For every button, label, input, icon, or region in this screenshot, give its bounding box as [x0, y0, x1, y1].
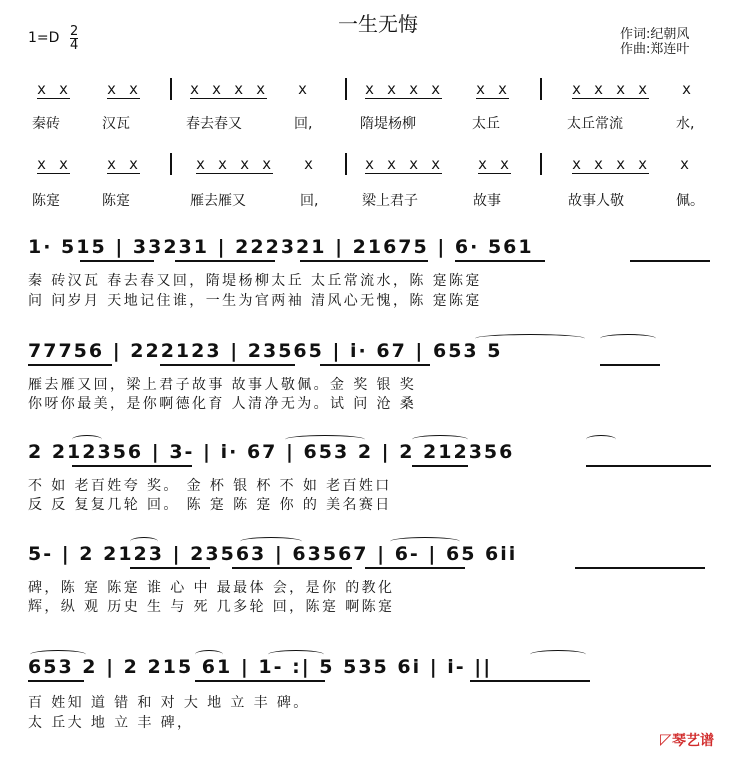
lyrics-verse-1: 百 姓知 道 错 和 对 大 地 立 丰 碑。: [28, 695, 310, 711]
lyric-cell: 太丘: [472, 116, 500, 132]
barline: [170, 153, 172, 175]
time-denominator: 4: [70, 38, 79, 53]
rhythm-cell: x x x x: [572, 80, 650, 98]
beam: [160, 364, 295, 366]
lyrics-verse-1: 雁去雁又回，梁上君子故事 故事人敬佩。金 奖 银 奖: [28, 377, 417, 393]
notation-line: 5- | 2 2123 | 23563 | 63567 | 6- | 65 6ii: [28, 543, 518, 565]
lyric-cell: 故事: [473, 193, 501, 209]
notation-line: 77756 | 222123 | 23565 | i· 67 | 653 5: [28, 340, 503, 362]
lyric-cell: 太丘常流: [567, 116, 623, 132]
lyric-cell: 故事人敬: [568, 193, 624, 209]
barline: [345, 78, 347, 100]
rhythm-cell: x x: [37, 80, 71, 98]
rhythm-cell: x x x x: [365, 80, 443, 98]
beam: [195, 680, 325, 682]
credits: [620, 27, 689, 57]
lyric-cell: 秦砖: [32, 116, 60, 132]
lyric-cell: 回,: [300, 193, 319, 209]
key-signature: 1=D: [28, 30, 60, 46]
rhythm-cell: x x x x: [572, 155, 650, 173]
beam: [600, 364, 660, 366]
lyrics-verse-1: 碑，陈 寔 陈寔 谁 心 中 最最体 会，是你 的教化: [28, 580, 395, 596]
tie: [600, 334, 656, 343]
beam: [470, 680, 590, 682]
lyric-cell: 陈寔: [102, 193, 130, 209]
lyric-cell: 汉瓦: [102, 116, 130, 132]
beam: [28, 364, 112, 366]
rhythm-cell: x x: [37, 155, 71, 173]
beam: [80, 260, 154, 262]
beam: [586, 465, 711, 467]
time-numerator: 2: [70, 24, 79, 39]
notation-line: 2 212356 | 3- | i· 67 | 653 2 | 2 212356: [28, 441, 515, 463]
lyrics-verse-1: 秦 砖汉瓦 春去春又回，隋堤杨柳太丘 太丘常流水，陈 寔陈寔: [28, 273, 482, 289]
lyric-cell: 水,: [676, 116, 695, 132]
rhythm-cell: x x: [107, 155, 141, 173]
slur: [530, 650, 586, 659]
rhythm-cell: x: [298, 80, 310, 98]
beam: [28, 680, 84, 682]
watermark-icon: ◸: [660, 730, 672, 748]
rhythm-cell: x x x x: [196, 155, 274, 173]
song-title: 一生无悔: [338, 12, 418, 36]
barline: [345, 153, 347, 175]
rhythm-cell: x x: [107, 80, 141, 98]
rhythm-cell: x x: [478, 155, 512, 173]
barline: [170, 78, 172, 100]
lyrics-verse-2: 反 反 复复几轮 回。 陈 寔 陈 寔 你 的 美名赛日: [28, 497, 392, 513]
lyrics-verse-2: 你呀你最美，是你啊德化育 人清净无为。试 问 沧 桑: [28, 396, 417, 412]
rhythm-cell: x x x x: [190, 80, 268, 98]
rhythm-cell: x: [680, 155, 692, 173]
rhythm-cell: x: [682, 80, 694, 98]
rhythm-cell: x x: [476, 80, 510, 98]
beam: [232, 567, 352, 569]
rhythm-cell: x: [304, 155, 316, 173]
lyrics-verse-1: 不 如 老百姓夸 奖。 金 杯 银 杯 不 如 老百姓口: [28, 478, 392, 494]
beam: [130, 567, 210, 569]
notation-line: 653 2 | 2 215 61 | 1- :| 5 535 6i | i- ||: [28, 656, 493, 678]
lyric-cell: 陈寔: [32, 193, 60, 209]
beam: [455, 260, 545, 262]
lyric-cell: 佩。: [676, 193, 704, 209]
lyric-cell: 春去春又: [186, 116, 242, 132]
beam: [175, 260, 275, 262]
beam: [320, 364, 430, 366]
beam: [575, 567, 705, 569]
lyrics-verse-2: 问 问岁月 天地记住谁，一生为官两袖 清风心无愧，陈 寔陈寔: [28, 293, 482, 309]
lyrics-verse-2: 辉，纵 观 历史 生 与 死 几多轮 回，陈寔 啊陈寔: [28, 599, 395, 615]
beam: [72, 465, 192, 467]
lyric-cell: 雁去雁又: [190, 193, 246, 209]
rhythm-cell: x x x x: [365, 155, 443, 173]
beam: [412, 465, 468, 467]
slur: [586, 435, 616, 444]
beam: [630, 260, 710, 262]
lyric-cell: 梁上君子: [362, 193, 418, 209]
barline: [540, 153, 542, 175]
time-signature: [70, 25, 78, 52]
watermark: 琴艺谱: [672, 733, 714, 749]
beam: [300, 260, 428, 262]
notation-line: 1· 515 | 33231 | 222321 | 21675 | 6· 561: [28, 236, 534, 258]
beam: [365, 567, 465, 569]
lyric-cell: 回,: [294, 116, 313, 132]
lyric-cell: 隋堤杨柳: [360, 116, 416, 132]
barline: [540, 78, 542, 100]
lyrics-verse-2: 太 丘大 地 立 丰 碑，: [28, 715, 194, 731]
lyricist: 作词:纪朝风: [620, 27, 690, 42]
composer: 作曲:郑连叶: [620, 42, 690, 57]
